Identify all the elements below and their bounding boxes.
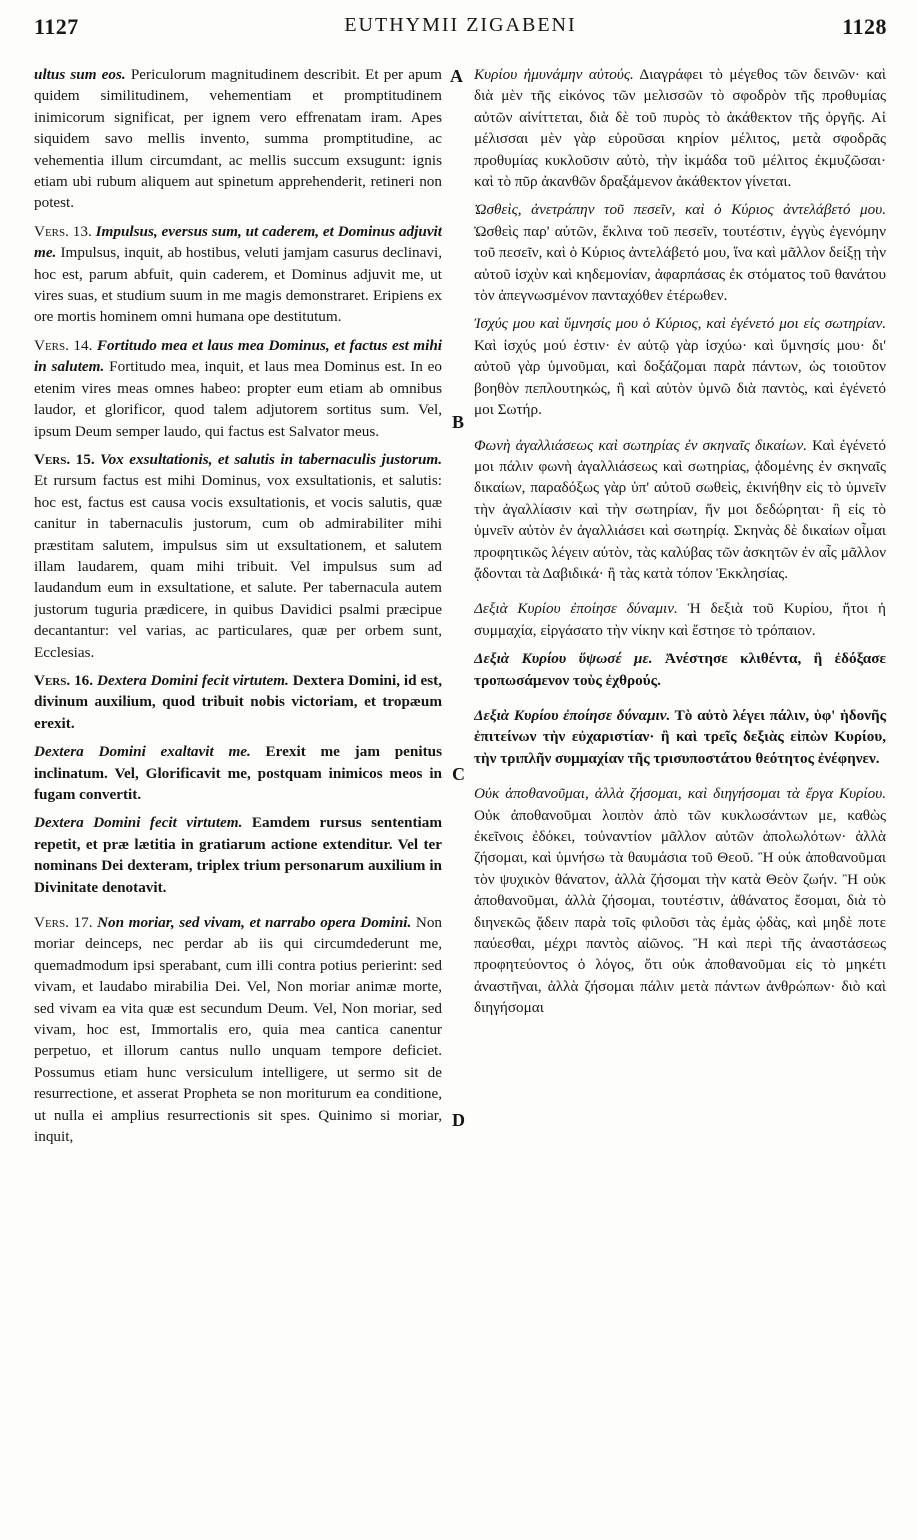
verse-lemma: Κυρίου ἠμυνάμην αὐτούς. [474, 66, 634, 83]
verse-lemma: Impulsus, eversus sum, ut caderem, et Dominus adjuvit me. [34, 222, 442, 262]
latin-paragraph [34, 221, 442, 328]
verse-label: Vers. 16. [34, 671, 94, 689]
verse-label: Vers. 14. [34, 336, 93, 354]
verse-lemma: Dextera Domini fecit virtutem. [96, 671, 289, 689]
commentary-text: Non moriar deinceps, nec perdar ab iis qui circumdederunt me, quemadmodum ipsi sperabant, cum illi contra potius perierint: sed vivam, et laudabo mirabilia Dei. Vel, Non moriar animæ morte, sed vivam ea vita quæ est secundum Deum. Vel, Non moriar, sed vivam, hoc est, Immortalis ero, quia mea cantica canentur perpetuo, et illorum cantus nullo unquam tempore deficiet. Possumus etiam hunc versiculum intelligere, ut sermo sit de resurrectione, et asserat Propheta se non moriturum ea conditione, ut nulla ei amplius resurrectionis sit spes. Quinimo si moriar, inquit, [34, 914, 442, 1146]
verse-lemma: Δεξιὰ Κυρίου ὕψωσέ με. [474, 650, 653, 668]
right-page-number: 1128 [842, 14, 887, 39]
latin-paragraph [34, 64, 442, 214]
verse-lemma: Dextera Domini exaltavit me. [34, 743, 251, 761]
commentary-text: Τὸ αὐτὸ λέγει πάλιν, ὑφ' ἡδονῆς ἐπιτείνων τὴν εὐχαριστίαν· ἢ καὶ τρεῖς δεξιὰς εἰπὼν Κυρίου, τὴν τριπλῆν συμμαχίαν τῆς τρισυποστάτου θεότητος ἐνέφηνεν. [474, 706, 886, 767]
latin-paragraph [34, 335, 442, 442]
commentary-text: Ὠσθεὶς παρ' αὐτῶν, ἔκλινα τοῦ πεσεῖν, τουτέστιν, ἐγγὺς ἐγενόμην τοῦ πεσεῖν, καὶ ὁ Κύριος ἀντελάβετό μου, ἵνα καὶ μᾶλλον δείξῃ τὴν αὐτοῦ ἰσχὺν καὶ κηδεμονίαν, ἀφαρπάσας ἐκ στόματος τοῦ θανάτου τὸν ἀπεγνωσμένον πανταχόθεν ἐτέρωθεν. [474, 222, 886, 305]
verse-lemma: Non moriar, sed vivam, et narrabo opera Domini. [97, 914, 412, 932]
verse-lemma: Οὐκ ἀποθανοῦμαι, ἀλλὰ ζήσομαι, καὶ διηγήσομαι τὰ ἔργα Κυρίου. [474, 785, 886, 803]
greek-paragraph [474, 199, 886, 306]
commentary-text: Οὐκ ἀποθανοῦμαι λοιπὸν ἀπὸ τῶν κυκλωσάντων με, καθὼς ἐκεῖνοις ἐδόκει, τοὐναντίον μᾶλλον αὐτῶν ἀπολωλότων· ἀλλὰ ζήσομαι, καὶ ὑμνήσω τὰ θαυμάσια τοῦ Θεοῦ. Ἢ οὐκ ἀποθανοῦμαι τὸν ψυχικὸν θάνατον, ἀλλὰ ζήσομαι τὴν κατὰ Θεὸν ζωήν. Ἢ οὐκ ἀποθανοῦμαι, ἀλλὰ ζήσομαι, τουτέστιν, ἀθάνατος ἔσομαι, διὰ τὸ διηνεκῶς ᾄδειν παρὰ τοῖς φιλοῦσι τὰς ἐμὰς ᾠδὰς, καὶ μηδὲ ποτε παύεσθαι, μέχρι παντὸς αἰῶνος. Ἢ καὶ περὶ τῆς ἀναστάσεως προφητεύοντος ὁ λόγος, ὅτι οὐκ ἀποθανοῦμαι εἰς τὸ μηκέτι ἀναστῆναι, ἀλλὰ ζήσομαι πάλιν μετὰ πάντων ἀνθρώπων· διὸ καὶ διηγήσομαι [474, 806, 886, 1017]
greek-paragraph [474, 783, 886, 1018]
latin-paragraph [34, 812, 442, 898]
verse-lemma: Dextera Domini fecit virtutem. [34, 814, 243, 832]
latin-paragraph [34, 741, 442, 805]
verse-label: Vers. 15. [34, 450, 95, 468]
verse-label: Vers. 17. [34, 914, 93, 932]
latin-paragraph [34, 449, 442, 663]
latin-paragraph [34, 912, 442, 1147]
latin-column [34, 64, 442, 1524]
left-page-number: 1127 [34, 14, 79, 39]
commentary-text: Ἀνέστησε κλιθέντα, ἢ ἐδόξασε τροπωσάμενον τοὺς ἐχθρούς. [474, 650, 886, 689]
verse-lemma: Ὠσθεὶς, ἀνετράπην τοῦ πεσεῖν, καὶ ὁ Κύριος ἀντελάβετό μου. [474, 201, 886, 219]
commentary-text: Διαγράφει τὸ μέγεθος τῶν δεινῶν· καὶ διὰ μὲν τῆς εἰκόνος τῶν μελισσῶν τὸ σφοδρὸν τῆς προθυμίας αὐτῶν αἰνίττεται, διὰ δὲ τοῦ πυρὸς τὸ ἀκάθεκτον τῆς ὀργῆς. Αἱ μέλισσαι μὲν γὰρ εὑροῦσαι κηρίον μέλιτος, μετὰ σφοδρᾶς προθυμίας κυκλοῦσιν αὐτὸ, τὴν ἰκμάδα τοῦ μέλιτος ἐκμυζῶσαι· καὶ τὸ πῦρ ἀκανθῶν δραξάμενον ἀκάθεκτον γίνεται. [474, 66, 886, 191]
verse-lemma: ultus sum eos. [34, 66, 126, 83]
greek-paragraph [474, 705, 886, 769]
greek-paragraph [474, 648, 886, 691]
page-header [34, 14, 887, 46]
commentary-text: Καὶ ἰσχύς μού ἐστιν· ἐν αὐτῷ γὰρ ἰσχύω· καὶ ὕμνησίς μου· δι' αὐτοῦ γὰρ ὑμνοῦμαι, καὶ δοξάζομαι παρὰ πάντων, ὡς τοιοῦτον βοηθὸν πεπλουτηκώς, ἢ καὶ αὐτὸν ὑμνῶ διὰ παντὸς, καὶ ἐγένετό μοι Σωτήρ. [474, 336, 886, 419]
running-title: EUTHYMII ZIGABENI [344, 14, 577, 36]
commentary-text: Καὶ ἐγένετό μοι πάλιν φωνὴ ἀγαλλιάσεως καὶ σωτηρίας, ᾀδομένης ἐν σκηναῖς δικαίων, παραδόξως γὰρ ὑπ' αὐτοῦ σωθεὶς, ἐκινήθην εἰς τὸ ὑμνεῖν τὴν ἀγαλλίασιν καὶ τὴν σωτηρίαν, ἥν μοι δεδώρηται· ἢ εἰς τὸ ὑμνεῖν αὐτὸν ἐν ἀγαλλιάσει καὶ σωτηρίᾳ. Σκηνὰς δὲ δικαίων οἶμαι προφητικῶς λέγειν αὐτὸν, τὰς καλύβας τῶν ἀσκητῶν ἐν αἷς μᾶλλον ᾄδονται τὰ Δαβιδικά· ἢ τὰς κατὰ τόπον Ἐκκλησίας. [474, 436, 886, 582]
verse-lemma: Fortitudo mea et laus mea Dominus, et factus est mihi in salutem. [34, 336, 442, 376]
greek-paragraph [474, 313, 886, 420]
greek-column [474, 64, 886, 1524]
section-letter-b: B [452, 412, 465, 432]
commentary-text: Fortitudo mea, inquit, et laus mea Dominus est. In eo etenim vires meas omnes habeo: propter eum etiam ab omnibus laudor, et glorificor, quod talem adjutorem sortitus sum. Vel, ipsum Deum semper laudo, qui factus est Salvator meus. [34, 358, 442, 440]
commentary-text: Impulsus, inquit, ab hostibus, veluti jamjam casurus declinavi, hoc est, parum abfuit, quin caderem, et Dominus adjuvit me, ut vires suas, et studium suum in me magis demonstraret. Eripiens ex ore mortis hominem omni humana ope destitutum. [34, 244, 442, 326]
verse-lemma: Φωνὴ ἀγαλλιάσεως καὶ σωτηρίας ἐν σκηναῖς δικαίων. [474, 436, 808, 454]
section-letter-c: C [452, 764, 465, 784]
section-letter-d: D [452, 1110, 465, 1130]
commentary-text: Ἡ δεξιὰ τοῦ Κυρίου, ἤτοι ἡ συμμαχία, εἰργάσατο τὴν νίκην καὶ ἔστησε τὸ τρόπαιον. [474, 600, 886, 639]
greek-paragraph [474, 435, 886, 585]
verse-lemma: Δεξιὰ Κυρίου ἐποίησε δύναμιν. [474, 600, 678, 618]
verse-lemma: Vox exsultationis, et salutis in tabernaculis justorum. [100, 450, 442, 468]
commentary-text: Eamdem rursus sententiam repetit, et præ lætitia in gratiarum actione extenditur. Vel ter nominans Dei dexteram, triplex trium personarum auxilium in Divinitate denotavit. [34, 814, 442, 896]
greek-paragraph [474, 64, 886, 192]
verse-lemma: Ἰσχύς μου καὶ ὕμνησίς μου ὁ Κύριος, καὶ ἐγένετό μοι εἰς σωτηρίαν. [474, 315, 886, 333]
verse-lemma: Δεξιὰ Κυρίου ἐποίησε δύναμιν. [474, 706, 671, 724]
greek-paragraph [474, 598, 886, 641]
latin-paragraph [34, 670, 442, 734]
commentary-text: Periculorum magnitudinem describit. Et per apum quidem similitudinem, vehementiam et promptitudinem inimicorum significat, per ignem vero effrenatam iram. Apes siquidem savo mellis invento, summa promptitudine, ac vehementia illum circumdant, ac mellis succum exsugunt: ignis etiam ubi rubum aliquem aut spinetum apprehenderit, retineri non potest. [34, 66, 442, 212]
commentary-text: Dextera Domini, id est, divinum auxilium, quod tribuit nobis victoriam, et tropæum erexit. [34, 671, 442, 732]
commentary-text: Et rursum factus est mihi Dominus, vox exsultationis, et salutis: hoc est, factus est causa vocis exsultationis, et vocis salutis, quæ canitur in tabernaculis justorum, cum ob admirabiliter mihi præstitam salutem, impulsus sim ut exsultationem, et salutem illam laudarem, quam mihi tribuit. Vel impulsus sum ad laudandum eum in exsultatione, et salute. Per tabernacula autem justorum tuguria prædicere, in quibus Davidici psalmi præcipue decantantur: vel varias, ac particulares, quæ per orbem sunt, Ecclesias. [34, 472, 442, 661]
section-letter-a: A [450, 66, 463, 86]
verse-label: Vers. 13. [34, 222, 92, 240]
commentary-text: Erexit me jam penitus inclinatum. Vel, Glorificavit me, postquam inimicos meos in fugam convertit. [34, 743, 442, 803]
